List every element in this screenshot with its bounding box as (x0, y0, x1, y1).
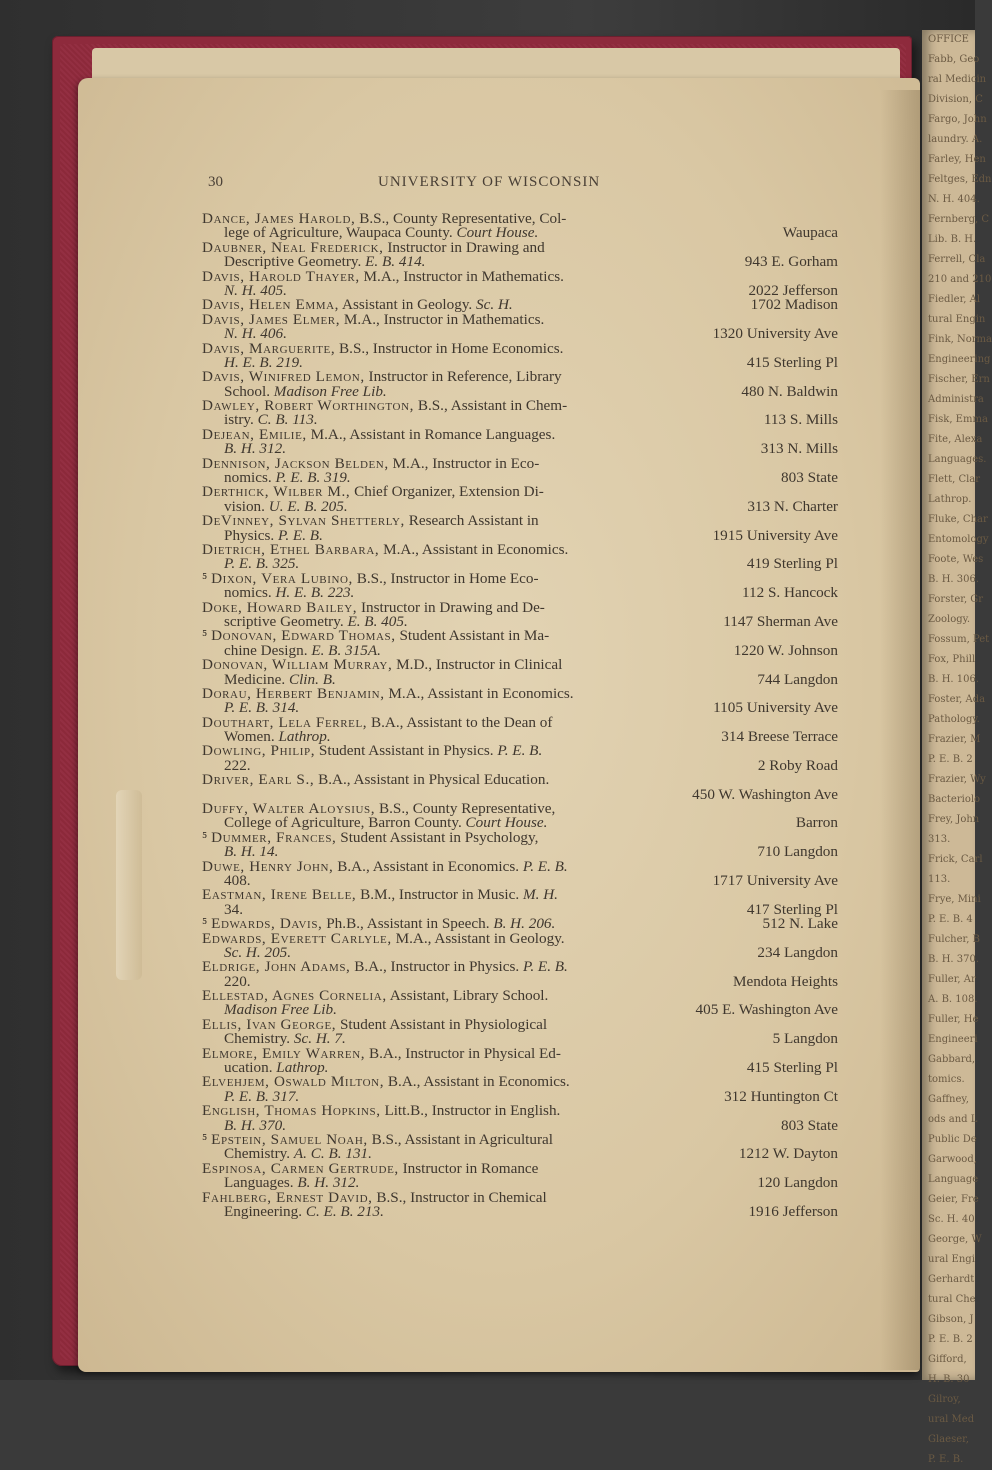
entry-location: H. E. B. 223. (275, 584, 355, 602)
directory-entry (202, 960, 840, 989)
adjacent-page-fragment: Entomology (928, 534, 989, 545)
footnote-marker: ⁵ (202, 828, 212, 846)
running-head: UNIVERSITY OF WISCONSIN (378, 174, 601, 190)
directory-entry (202, 857, 840, 889)
entry-location: A. C. B. 131. (293, 1145, 372, 1163)
entry-location: M. H. (522, 886, 558, 904)
directory-entry (202, 888, 840, 917)
entry-title-cont: 222. (224, 756, 251, 774)
entry-title-cont: chine Design. (224, 641, 312, 659)
directory-list (202, 212, 840, 1219)
entry-name: Ellestad, Agnes Cornelia, (202, 987, 387, 1005)
entry-name: Davis, Harold Thayer, (202, 267, 360, 285)
entry-location: Lathrop. (276, 1059, 329, 1077)
adjacent-page-fragment: Fisk, Emma (928, 414, 988, 425)
entry-location: Court House. (456, 224, 539, 242)
entry-title: Student Assistant in Psychology, (336, 828, 539, 846)
entry-title: B.A., Assistant to the Dean of (367, 713, 553, 731)
entry-title: Student Assistant in Physics. (315, 742, 498, 760)
entry-line (202, 888, 840, 902)
adjacent-page-fragment: Fernberg, C (928, 214, 990, 225)
footnote-marker: ⁵ (202, 915, 212, 933)
entry-name: Eldrige, John Adams, (202, 958, 351, 976)
entry-title-cont: nomics. (224, 584, 276, 602)
directory-entry (202, 339, 840, 371)
entry-name: English, Thomas Hopkins, (202, 1102, 381, 1120)
entry-title: B.S., Assistant in Chem- (414, 397, 568, 415)
entry-address: 1915 University Ave (712, 526, 838, 544)
adjacent-page-fragment: Administra (928, 394, 984, 405)
page-header (208, 174, 838, 196)
directory-entry (202, 1075, 840, 1104)
adjacent-page-fragment: ural Med (928, 1414, 975, 1425)
entry-line (202, 1202, 840, 1220)
entry-address: 1220 W. Johnson (733, 641, 838, 659)
entry-address: 313 N. Charter (747, 497, 838, 515)
entry-location: P. E. B. 317. (224, 1087, 300, 1105)
page-number: 30 (208, 174, 223, 190)
entry-name: Derthick, Wilber M., (202, 483, 351, 501)
adjacent-page-fragment: Fink, Norma (928, 334, 992, 345)
entry-name: Dennison, Jackson Belden, (202, 454, 389, 472)
directory-entry (202, 212, 840, 241)
directory-entry (202, 713, 840, 746)
entry-title-cont: 220. (224, 972, 251, 990)
entry-name: Espinosa, Carmen Gertrude, (202, 1159, 399, 1177)
adjacent-page-fragment: tural Engin (928, 314, 986, 325)
entry-address: 480 N. Baldwin (741, 382, 838, 400)
entry-location: Sc. H. 205. (224, 943, 292, 961)
entry-name: DeVinney, Sylvan Shetterly, (202, 512, 405, 530)
adjacent-page-fragment: Fischer, Ern (928, 374, 990, 385)
directory-entry (202, 989, 840, 1018)
directory-entry (202, 1104, 840, 1133)
entry-location: P. E. B. (497, 742, 543, 760)
entry-title: Instructor in Drawing and De- (357, 598, 545, 616)
entry-address: 314 Breese Terrace (721, 728, 838, 746)
entry-address: 405 E. Washington Ave (695, 1001, 838, 1019)
entry-name: Epstein, Samuel Noah, (211, 1131, 368, 1148)
entry-location: P. E. B. (278, 526, 323, 544)
adjacent-page-fragment: Fox, Phill (928, 654, 976, 665)
entry-location: U. E. B. 205. (268, 497, 348, 515)
entry-address: 417 Sterling Pl (746, 900, 838, 918)
directory-entry (202, 238, 840, 271)
entry-address: 1702 Madison (750, 296, 838, 314)
entry-name: Dejean, Emilie, (202, 425, 307, 443)
entry-location: C. E. B. 213. (305, 1202, 384, 1220)
entry-address: 312 Huntington Ct (724, 1087, 838, 1105)
entry-title-cont: lege of Agriculture, Waupaca County. (224, 224, 457, 242)
entry-address: 1717 University Ave (712, 871, 838, 889)
directory-entry (202, 1159, 840, 1192)
entry-address: 313 N. Mills (760, 440, 838, 458)
directory-entry (202, 399, 840, 428)
adjacent-page-fragment: Fiedler, Al (928, 294, 981, 305)
adjacent-page-fragment: ods and L (928, 1114, 978, 1125)
entry-address: 5 Langdon (772, 1030, 838, 1048)
entry-title-cont: vision. (224, 497, 269, 515)
entry-address: 1320 University Ave (712, 325, 838, 343)
directory-entry (202, 540, 840, 573)
directory-entry (202, 569, 840, 602)
gutter-shadow (880, 90, 920, 1370)
entry-address: 450 W. Washington Ave (692, 785, 838, 803)
adjacent-page-fragment: Public De (928, 1134, 977, 1145)
entry-location: P. E. B. 314. (224, 699, 300, 717)
directory-entry (202, 1044, 840, 1077)
entry-name: Ellis, Ivan George, (202, 1015, 337, 1033)
entry-title-cont: nomics. (224, 469, 276, 487)
adjacent-page-fragment: ural Engi (928, 1254, 975, 1265)
entry-title: Student Assistant in Ma- (395, 627, 550, 645)
entry-title: B.S., Assistant in Agricultural (367, 1131, 554, 1148)
entry-name: Dawley, Robert Worthington, (202, 397, 415, 415)
adjacent-page-fragment: Sc. H. 40 (928, 1214, 975, 1225)
entry-title-cont: 34. (224, 900, 243, 918)
entry-name: Duffy, Walter Aloysius, (202, 800, 376, 818)
entry-address: Barron (795, 814, 838, 832)
entry-location: P. E. B. 325. (224, 555, 300, 573)
adjacent-page-fragment: Lib. B. H. (928, 234, 977, 245)
adjacent-page-fragment: Feltges, Edn (928, 174, 992, 185)
entry-line (202, 828, 840, 846)
entry-location: N. H. 406. (224, 325, 287, 343)
entry-title: M.A., Assistant in Economics. (379, 540, 569, 558)
entry-location: Madison Free Lib. (224, 1001, 337, 1019)
adjacent-page (922, 30, 992, 1465)
adjacent-page-fragment: Languages. (928, 454, 987, 465)
entry-name: Driver, Earl S., (202, 771, 315, 789)
entry-title-cont: istry. (224, 411, 258, 429)
entry-location: P. E. B. (523, 958, 568, 976)
adjacent-page-fragment: 210 and 210 (928, 274, 992, 285)
adjacent-page-fragment: Gilroy, (928, 1394, 961, 1405)
entry-address: 1212 W. Dayton (738, 1145, 838, 1163)
adjacent-page-fragment: Foote, Wes (928, 554, 984, 565)
entry-name: Eastman, Irene Belle, (202, 886, 357, 904)
entry-title-cont: scriptive Geometry. (224, 612, 348, 630)
entry-address: 415 Sterling Pl (746, 353, 838, 371)
entry-location: Madison Free Lib. (273, 382, 387, 400)
entry-location: Clin. B. (288, 670, 336, 688)
entry-name: Donovan, Edward Thomas, (211, 627, 396, 645)
entry-title-cont: College of Agriculture, Barron County. (224, 814, 466, 832)
adjacent-page-fragment: Frick, Carl (928, 854, 983, 865)
entry-address: 2 Roby Road (757, 756, 838, 774)
entry-title: M.A., Instructor in Mathematics. (340, 310, 545, 328)
entry-text (202, 888, 558, 902)
entry-location: Sc. H. (476, 296, 513, 314)
entry-name: Daubner, Neal Frederick, (202, 238, 384, 256)
entry-title: Assistant in Geology. (339, 296, 477, 314)
adjacent-page-fragment: Zoology. (928, 614, 971, 625)
entry-name: Elvehjem, Oswald Milton, (202, 1073, 385, 1091)
entry-line (202, 1104, 840, 1118)
adjacent-page-fragment: George, W (928, 1234, 982, 1245)
adjacent-page-fragment: Frazier, Wy (928, 774, 986, 785)
adjacent-page-fragment: Gaffney, (928, 1094, 969, 1105)
entry-address: 120 Langdon (757, 1174, 838, 1192)
entry-location: E. B. 405. (347, 612, 408, 630)
entry-location: B. H. 312. (224, 440, 287, 458)
adjacent-page-fragment: Division, C (928, 94, 983, 105)
entry-address: Waupaca (782, 224, 838, 242)
entry-title-cont: Chemistry. (224, 1145, 294, 1163)
entry-title: Research Assistant in (404, 512, 539, 530)
entry-title: Student Assistant in Physiological (336, 1015, 548, 1033)
directory-entry (202, 744, 840, 773)
entry-address: Mendota Heights (732, 972, 838, 990)
adjacent-page-fragment: Frey, John (928, 814, 980, 825)
adjacent-page-fragment: Frye, Mini (928, 894, 981, 905)
entry-title-cont: Engineering. (224, 1202, 306, 1220)
adjacent-page-fragment: 113. (928, 874, 951, 885)
adjacent-page-fragment: ral Medicin (928, 74, 987, 85)
adjacent-page-fragment: Garwood, (928, 1154, 977, 1165)
entry-title: B.A., Assistant in Physical Education. (314, 771, 550, 789)
entry-title: B.S., Instructor in Home Economics. (335, 339, 564, 357)
adjacent-page-fragment: Engineeri (928, 1034, 978, 1045)
adjacent-page-fragment: B. H. 106. (928, 674, 980, 685)
entry-address: 803 State (781, 469, 838, 487)
entry-name: Davis, James Elmer, (202, 310, 341, 328)
entry-line (202, 929, 840, 947)
directory-entry (202, 425, 840, 458)
adjacent-page-fragment: Forster, Gr (928, 594, 984, 605)
entry-title: M.A., Instructor in Mathematics. (359, 267, 564, 285)
entry-title: Instructor in Reference, Library (364, 368, 562, 386)
adjacent-page-fragment: B. H. 370. (928, 954, 980, 965)
entry-title: Instructor in Drawing and (383, 238, 545, 256)
entry-name: Edwards, Davis, (211, 915, 323, 933)
adjacent-page-fragment: tomics. (928, 1074, 965, 1085)
entry-address: 1916 Jefferson (748, 1202, 838, 1220)
adjacent-page-fragment: Gabbard, (928, 1054, 976, 1065)
binding-tear (116, 790, 142, 980)
entry-address: 415 Sterling Pl (746, 1059, 838, 1077)
entry-title: B.A., Instructor in Physical Ed- (365, 1044, 561, 1062)
entry-address: 803 State (781, 1116, 838, 1134)
adjacent-page-fragment: Engineering (928, 354, 991, 365)
adjacent-page-fragment: Fite, Alexa (928, 434, 983, 445)
adjacent-page-fragment: Bacteriolo (928, 794, 981, 805)
adjacent-page-fragment: tural Che (928, 1294, 976, 1305)
adjacent-page-fragment: P. E. B. 2 (928, 1334, 973, 1345)
entry-name: Davis, Winifred Lemon, (202, 368, 365, 386)
entry-name: Davis, Helen Emma, (202, 296, 340, 314)
entry-title: B.M., Instructor in Music. (356, 886, 523, 904)
entry-location: B. H. 312. (297, 1174, 360, 1192)
directory-entry (202, 1188, 840, 1220)
directory-entry (202, 598, 840, 630)
entry-title-cont: Chemistry. (224, 1030, 294, 1048)
entry-title: M.A., Instructor in Eco- (388, 454, 540, 472)
entry-title-cont: Medicine. (224, 670, 289, 688)
footnote-marker: ⁵ (202, 1131, 212, 1148)
adjacent-page-fragment: P. E. B. 2 (928, 754, 973, 765)
entry-address: 234 Langdon (757, 943, 838, 961)
entry-title: Ph.B., Assistant in Speech. (322, 915, 494, 933)
entry-location: B. H. 14. (224, 843, 279, 861)
entry-name: Duwe, Henry John, (202, 857, 334, 875)
entry-text (202, 773, 549, 787)
entry-title-cont: 408. (224, 871, 251, 889)
adjacent-page-fragment: Fuller, He (928, 1014, 979, 1025)
adjacent-page-fragment: N. H. 404. (928, 194, 980, 205)
entry-text (202, 744, 542, 758)
adjacent-page-text (922, 30, 992, 1470)
entry-title-cont: Physics. (224, 526, 279, 544)
entry-name: Dixon, Vera Lubino, (211, 569, 353, 587)
directory-entry (202, 828, 840, 861)
adjacent-page-fragment: P. E. B. (928, 1454, 964, 1465)
entry-name: Douthart, Lela Ferrel, (202, 713, 368, 731)
adjacent-page-fragment: Fossum, Pet (928, 634, 990, 645)
footnote-marker: ⁵ (202, 569, 212, 587)
adjacent-page-fragment: Geier, Fre (928, 1194, 979, 1205)
entry-location: B. H. 370. (224, 1116, 287, 1134)
adjacent-page-fragment: Foster, Ada (928, 694, 986, 705)
directory-entry (202, 370, 840, 399)
adjacent-page-fragment: Glaeser, (928, 1434, 969, 1445)
entry-name: Elmore, Emily Warren, (202, 1044, 366, 1062)
adjacent-page-fragment: A. B. 108. (928, 994, 978, 1005)
adjacent-page-fragment: laundry. A. (928, 134, 983, 145)
entry-address: 943 E. Gorham (744, 253, 838, 271)
entry-name: Davis, Marguerite, (202, 339, 336, 357)
footnote-marker: ⁵ (202, 627, 212, 645)
directory-entry (202, 267, 840, 299)
adjacent-page-fragment: Fargo, John (928, 114, 987, 125)
entry-title-cont: Languages. (224, 1174, 298, 1192)
entry-title: M.A., Assistant in Geology. (391, 929, 565, 947)
adjacent-page-fragment: Lathrop. (928, 494, 972, 505)
entry-title-cont: ucation. (224, 1059, 277, 1077)
entry-title-cont: School. (224, 382, 274, 400)
adjacent-page-fragment: Flett, Clar (928, 474, 981, 485)
entry-title: B.S., County Representative, (375, 800, 556, 818)
adjacent-page-fragment: Fabb, Geo (928, 54, 980, 65)
directory-entry (202, 629, 840, 658)
adjacent-page-fragment: Frazier, M (928, 734, 981, 745)
entry-name: Donovan, William Murray, (202, 656, 393, 674)
entry-address: 1105 University Ave (713, 699, 838, 717)
adjacent-page-fragment: Fulcher, B (928, 934, 980, 945)
entry-title: M.A., Assistant in Romance Languages. (306, 425, 556, 443)
entry-title: B.A., Assistant in Economics. (333, 857, 523, 875)
entry-title: Litt.B., Instructor in English. (380, 1102, 561, 1120)
adjacent-page-fragment: Fuller, Ar (928, 974, 976, 985)
entry-title: B.A., Instructor in Physics. (350, 958, 523, 976)
entry-title: B.S., Instructor in Home Eco- (352, 569, 539, 587)
entry-text (202, 857, 568, 875)
directory-entry (202, 802, 840, 831)
entry-title: Instructor in Romance (398, 1159, 539, 1177)
entry-address: 419 Sterling Pl (746, 555, 838, 573)
entry-text (224, 1202, 384, 1220)
adjacent-page-fragment: Language (928, 1174, 979, 1185)
entry-location: P. E. B. 319. (275, 469, 351, 487)
entry-name: Fahlberg, Ernest David, (202, 1188, 373, 1206)
entry-location: E. B. 315A. (311, 641, 381, 659)
entry-title-cont: Women. (224, 728, 279, 746)
entry-location: Lathrop. (278, 728, 331, 746)
entry-address: 710 Langdon (757, 843, 838, 861)
entry-line (202, 267, 840, 285)
entry-title: M.D., Instructor in Clinical (392, 656, 563, 674)
entry-title: B.S., Instructor in Chemical (372, 1188, 547, 1206)
directory-entry (202, 485, 840, 514)
entry-title: M.A., Assistant in Economics. (384, 684, 574, 702)
adjacent-page-fragment: 313. (928, 834, 951, 845)
adjacent-page-fragment: OFFICE (928, 34, 969, 45)
entry-text (202, 960, 568, 974)
directory-entry (202, 773, 840, 802)
entry-location: C. B. 113. (257, 411, 318, 429)
adjacent-page-fragment: P. E. B. 4 (928, 914, 973, 925)
adjacent-page-fragment: Gifford, (928, 1354, 967, 1365)
directory-entry (202, 929, 840, 961)
adjacent-page-fragment: B. H. 306. (928, 574, 980, 585)
adjacent-page-fragment: Fluke, Char (928, 514, 988, 525)
entry-name: Dance, James Harold, (202, 210, 356, 227)
entry-name: Dowling, Philip, (202, 742, 316, 760)
entry-address: 112 S. Hancock (741, 584, 838, 602)
entry-title: Assistant, Library School. (386, 987, 549, 1005)
directory-entry (202, 1133, 840, 1162)
entry-location: B. H. 206. (493, 915, 556, 933)
entry-title: B.S., County Representative, Col- (355, 210, 567, 227)
entry-location: P. E. B. (522, 857, 568, 875)
adjacent-page-fragment: Gerhardt (928, 1274, 975, 1285)
entry-address: 512 N. Lake (762, 915, 838, 933)
adjacent-page-fragment: Farley, Hen (928, 154, 986, 165)
directory-entry (202, 454, 840, 487)
entry-name: Doke, Howard Bailey, (202, 598, 358, 616)
adjacent-page-fragment: Gibson, J (928, 1314, 974, 1325)
entry-location: Sc. H. 7. (293, 1030, 346, 1048)
adjacent-page-fragment: H. B. 30 (928, 1374, 970, 1385)
entry-address: 113 S. Mills (763, 411, 838, 429)
entry-name: Dietrich, Ethel Barbara, (202, 540, 380, 558)
entry-location: H. E. B. 219. (224, 353, 303, 371)
entry-location: N. H. 405. (224, 281, 287, 299)
adjacent-page-fragment: Pathology. (928, 714, 980, 725)
entry-address: 1147 Sherman Ave (723, 612, 838, 630)
entry-title: Chief Organizer, Extension Di- (350, 483, 544, 501)
entry-location: Court House. (465, 814, 548, 832)
entry-address: 744 Langdon (757, 670, 838, 688)
directory-entry (202, 684, 840, 717)
entry-address: 2022 Jefferson (748, 281, 838, 299)
entry-location: E. B. 414. (365, 253, 426, 271)
entry-title-cont: Descriptive Geometry. (224, 253, 366, 271)
entry-name: Dorau, Herbert Benjamin, (202, 684, 385, 702)
entry-line (202, 425, 840, 443)
directory-entry (202, 310, 840, 343)
entry-line (202, 744, 840, 758)
entry-name: Dummer, Frances, (211, 828, 337, 846)
directory-entry (202, 1015, 840, 1048)
directory-entry (202, 658, 840, 687)
entry-name: Edwards, Everett Carlyle, (202, 929, 392, 947)
entry-title: B.A., Assistant in Economics. (384, 1073, 570, 1091)
adjacent-page-fragment: Ferrell, Cla (928, 254, 986, 265)
directory-entry (202, 514, 840, 543)
